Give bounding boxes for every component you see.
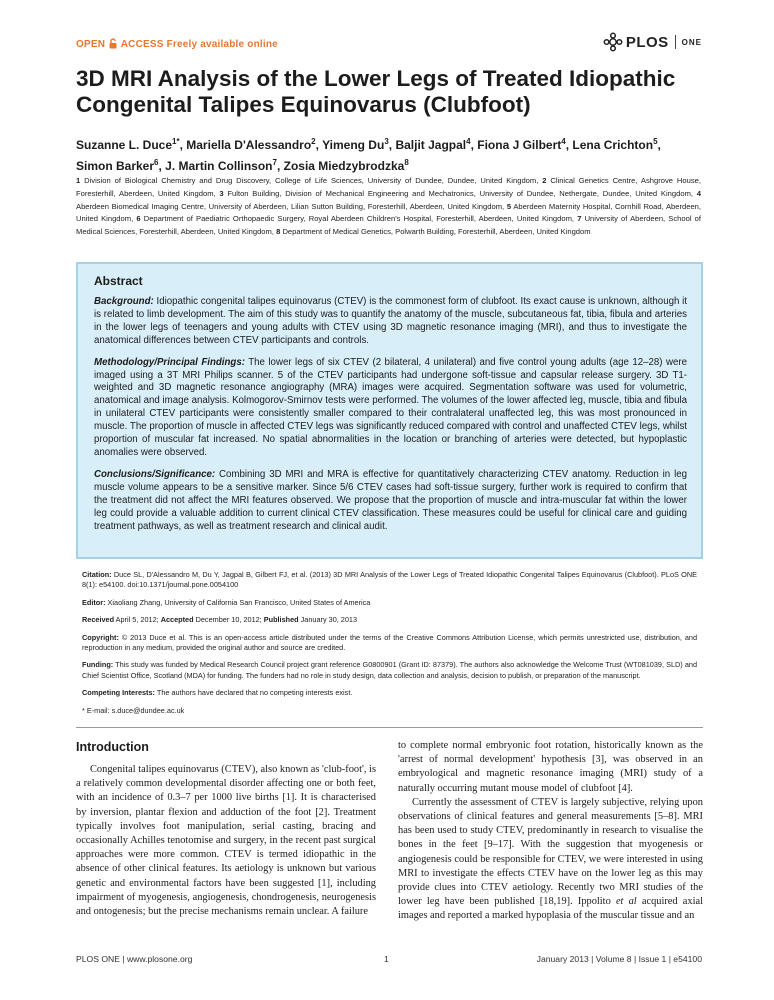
abstract-background: Background: Idiopathic congenital talipes equinovarus (CTEV) is the commonest form of clubfoot. Its exact cause is unknown, although it is related to limb development. The aim of this study was to quantify the anatomy of the muscle, subcutaneous fat, tibia, fibula and arteries in the lower legs of teenagers and young adults with CTEV using 3D magnetic resonance imaging (MRI), and thus to investigate the anatomical differences between CTEV participants and controls. [94,296,687,346]
footer-journal: PLOS ONE | www.plosone.org [76,954,193,964]
abstract-conclusions: Conclusions/Significance: Combining 3D MRI and MRA is effective for quantitatively characterizing CTEV anatomy. Reduction in leg muscle volume appears to be a sensitive marker. Since 5/6 CTEV cases had soft-tissue surgery, further work is required to confirm that the treatment did not affect the MRI features observed. We propose that the proportion of muscle and intra-muscular fat within the lower leg could provide a valuable addition to current clinical CTEV classification. These measures could be useful for clinical care and guiding treatment pathways, as well as treatment research and clinical audit. [94,468,687,532]
abstract-box [76,262,703,559]
logo-journal: ONE [681,37,702,47]
author-8: J. Martin Collinson$^7$, [165,158,284,173]
author-5: Fiona J Gilbert$^4$, [477,137,573,152]
citation: Citation: Duce SL, D'Alessandro M, Du Y, Jagpal B, Gilbert FJ, et al. (2013) 3D MRI Analysis of the Lower Legs of Treated Idiopathic Congenital Talipes Equinovarus (Clubfoot). PLoS ONE 8(1): e54100. doi:10.1371/journal.pone.0054100 [82,570,697,590]
intro-paragraph-1: Congenital talipes equinovarus (CTEV), also known as 'club-foot', is a relatively common developmental disorder affecting one or both feet, with an incidence of 0.3–7 per 1000 live births [1]. It is characterised by inversion, plantar flexion and adduction of the foot [2]. Treatment typically involves foot manipulation, serial casting, bracing and occasionally Achilles tenotomise and surgery, in the recent past surgical approaches were more common. CTEV is termed idiopathic in the absence of other clinical features. Its aetiology is unknown but various genetic and environmental factors have been suggested [1], including impairment of myogenesis, angiogenesis, chondrogenesis, neurogenesis and ontogenesis; but the precise mechanisms remain unclear. A failure [76,764,376,918]
body-column-right [398,739,703,924]
dates: Received April 5, 2012; Accepted December 10, 2012; Published January 30, 2013 [82,615,358,625]
abstract-methods: Methodology/Principal Findings: The lower legs of six CTEV (2 bilateral, 4 unilateral) and five control young adults (age 12–28) were imaged using a 3T MRI Philips scanner. 5 of the CTEV participants had undergone soft-tissue and capsular release surgery. 3D T1-weighted and 3D magnetic resonance angiography (MRA) images were acquired. Segmentation software was used for volumetric, anatomical and image analysis. Kolmogorov-Smirnov tests were performed. The volumes of the lower affected leg, muscle, tibia and fibula in unilateral CTEV participants were consistently smaller compared to their contralateral unaffected leg, this was most pronounced in muscle. The proportion of muscle in affected CTEV legs was significantly reduced compared with control and unaffected CTEV legs, whilst proportion of muscular fat increased. No spatial abnormalities in the location or branching of arteries were detected, but hypoplastic anomalies were observed. [94,356,687,458]
plos-flower-icon [603,32,623,52]
article-title: 3D MRI Analysis of the Lower Legs of Treated Idiopathic Congenital Talipes Equinovarus (Clubfoot) [76,66,676,117]
logo-word: PLOS [625,33,669,51]
introduction-heading: Introduction [76,740,149,754]
email-link[interactable]: * E-mail: s.duce@dundee.ac.uk [82,705,185,715]
author-6: Lena Crichton$^5$, [572,137,661,152]
logo-divider [675,35,676,49]
intro-paragraph-2: Currently the assessment of CTEV is largely subjective, relying upon observations of clinical features and general measurements [5–8]. MRI has been used to study CTEV, predominantly in research to visualise the bones in the feet [9–17]. With the suggestion that myogenesis or angiogenesis could be responsible for CTEV, we were interested in using MRI to investigate the effects CTEV have on the lower leg as this may provide clues into CTEV aetiology. Recently two MRI studies of the lower leg have been published [18,19]. Ippolito et al acquired axial images and reported a marked hypoplasia of the muscular tissue and an [398,796,703,922]
page-number: 1 [384,954,389,964]
abstract-heading: Abstract [94,274,143,288]
section-divider [76,727,703,728]
footer-issue: January 2013 | Volume 8 | Issue 1 | e54100 [536,954,702,964]
open-lock-icon [109,38,117,49]
competing-interests: Competing Interests: The authors have declared that no competing interests exist. [82,688,353,698]
affiliations: 1 Division of Biological Chemistry and Drug Discovery, College of Life Sciences, University of Dundee, Dundee, United Kingdom, 2 Clinical Genetics Centre, Ashgrove House, Foresterhill, Aberdeen, United Kingdom, 3 Fulton Building, Division of Mechanical Engineering and Mechatronics, University of Dundee, Nethergate, Dundee, United Kingdom, 4 Aberdeen Biomedical Imaging Centre, University of Aberdeen, Lilian Sutton Building, Foresterhill, Aberdeen, United Kingdom, 5 Aberdeen Maternity Hospital, Cornhill Road, Aberdeen, United Kingdom, 6 Department of Paediatric Orthopaedic Surgery, Royal Aberdeen Children's Hospital, Foresterhill, Aberdeen, United Kingdom, 7 University of Aberdeen, School of Medical Sciences, Foresterhill, Aberdeen, United Kingdom, 8 Department of Medical Genetics, Polwarth Building, Foresterhill, Aberdeen, United Kingdom [76,176,702,237]
author-9: Zosia Miedzybrodzka$^8$ [283,158,409,173]
funding: Funding: This study was funded by Medical Research Council project grant reference G0800901 (Grant ID: 87379). The authors also acknowledge the Welcome Trust (WT081039, SLD) and Chief Scientist Office, Scotland (MDA) for funding. The funders had no role in study design, data collection and analysis, decision to publish, or preparation of the manuscript. [82,660,697,680]
author-2: Mariella D'Alessandro$^2$, [186,137,323,152]
intro-paragraph-1-cont: to complete normal embryonic foot rotation, historically known as the 'arrest of normal development' hypothesis [3], was observed in an embryological and magnetic resonance imaging (MRI) study of a naturally occurring mutant mouse model of clubfoot [4]. [398,740,703,794]
author-1: Suzanne L. Duce$^{1*}$, [76,137,187,152]
copyright: Copyright: © 2013 Duce et al. This is an open-access article distributed under the terms of the Creative Commons Attribution License, which permits unrestricted use, distribution, and reproduction in any medium, provided the original author and source are credited. [82,632,697,653]
citation-block [82,570,697,723]
author-list [76,133,716,175]
editor: Editor: Xiaoliang Zhang, University of California San Francisco, United States of America [82,597,371,607]
author-4: Baljit Jagpal$^4$, [395,137,478,152]
access-label: ACCESS Freely available online [120,39,278,50]
open-access-banner [76,38,278,50]
author-3: Yimeng Du$^3$, [322,137,396,152]
body-column-left [76,763,376,919]
plos-one-logo [603,31,702,53]
author-7: Simon Barker$^6$, [76,158,166,173]
open-label: OPEN [76,39,106,50]
